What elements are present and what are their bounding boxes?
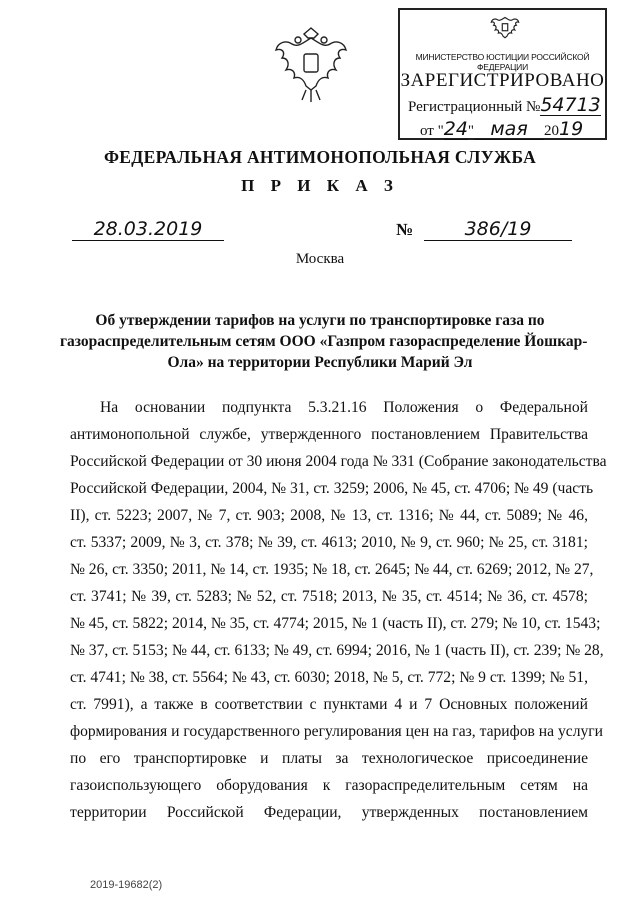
stamp-ministry: МИНИСТЕРСТВО ЮСТИЦИИ РОССИЙСКОЙ ФЕДЕРАЦИИ bbox=[415, 52, 590, 72]
order-number: 386/19 bbox=[424, 218, 572, 241]
stamp-date-row bbox=[420, 118, 583, 140]
body-line: газоиспользующего оборудования к газораспределительным сетям на bbox=[70, 777, 588, 794]
order-date: 28.03.2019 bbox=[72, 218, 224, 241]
body-line: ст. 3741; № 39, ст. 5283; № 52, ст. 7518; 2013, № 35, ст. 4514; № 36, ст. 4578; bbox=[70, 588, 588, 605]
stamp-registration-row bbox=[408, 96, 601, 116]
russian-coat-of-arms-icon bbox=[268, 24, 354, 106]
body-line: Российской Федерации, 2004, № 31, ст. 3259; 2006, № 45, ст. 4706; № 49 (часть bbox=[70, 480, 594, 497]
stamp-date-quote: " bbox=[467, 123, 475, 139]
stamp-status: ЗАРЕГИСТРИРОВАНО bbox=[400, 70, 605, 91]
body-line: антимонопольной службе, утвержденного постановлением Правительства bbox=[70, 426, 588, 443]
russian-coat-of-arms-icon bbox=[488, 12, 522, 44]
title-line: газораспределительным сетям ООО «Газпром газораспределение Йошкар- bbox=[60, 333, 588, 350]
body-line: ст. 5337; 2009, № 3, ст. 378; № 39, ст. 4613; 2010, № 9, ст. 960; № 25, ст. 3181; bbox=[70, 534, 588, 551]
body-line: по его транспортировке и платы за технологическое присоединение bbox=[70, 750, 588, 767]
agency-name: ФЕДЕРАЛЬНАЯ АНТИМОНОПОЛЬНАЯ СЛУЖБА bbox=[103, 147, 537, 167]
document-code: 2019-19682(2) bbox=[90, 879, 163, 891]
body-line: На основании подпункта 5.3.21.16 Положения о Федеральной bbox=[100, 399, 588, 416]
stamp-date-month: мая bbox=[474, 120, 544, 140]
title-line: Об утверждении тарифов на услуги по транспортировке газа по bbox=[95, 312, 545, 329]
stamp-date-prefix: от " bbox=[420, 123, 444, 139]
order-city: Москва bbox=[295, 251, 345, 267]
stamp-reg-label: Регистрационный № bbox=[408, 99, 541, 115]
order-body bbox=[70, 394, 607, 826]
title-line: Ола» на территории Республики Марий Эл bbox=[167, 354, 473, 371]
document-type: П Р И К А З bbox=[241, 176, 399, 195]
body-line: ст. 7991), а также в соответствии с пунктами 4 и 7 Основных положений bbox=[70, 696, 588, 713]
stamp-date-day: 24 bbox=[443, 118, 468, 140]
body-line: II), ст. 5223; 2007, № 7, ст. 903; 2008, № 13, ст. 1316; № 44, ст. 5089; № 46, bbox=[70, 507, 588, 524]
body-line: Российской Федерации от 30 июня 2004 года № 331 (Собрание законодательства bbox=[70, 453, 607, 470]
order-number-symbol: № bbox=[396, 220, 414, 239]
body-line: территории Российской Федерации, утвержденных постановлением bbox=[70, 804, 588, 821]
body-line: формирования и государственного регулирования цен на газ, тарифов на услуги bbox=[70, 723, 604, 740]
stamp-date-year-suffix: 19 bbox=[559, 118, 584, 140]
body-line: № 26, ст. 3350; 2011, № 14, ст. 1935; № 18, ст. 2645; № 44, ст. 6269; 2012, № 27, bbox=[70, 561, 594, 578]
order-title bbox=[60, 310, 588, 373]
registration-stamp bbox=[398, 8, 607, 140]
body-line: № 45, ст. 5822; 2014, № 35, ст. 4774; 2015, № 1 (часть II), ст. 279; № 10, ст. 1543; bbox=[70, 615, 601, 632]
stamp-reg-number: 54713 bbox=[540, 94, 601, 116]
body-line: ст. 4741; № 38, ст. 5564; № 43, ст. 6030; 2018, № 5, ст. 772; № 9 ст. 1399; № 51, bbox=[70, 669, 588, 686]
stamp-date-year-prefix: 20 bbox=[544, 123, 560, 139]
body-line: № 37, ст. 5153; № 44, ст. 6133; № 49, ст. 6994; 2016, № 1 (часть II), ст. 239; № 28, bbox=[70, 642, 604, 659]
